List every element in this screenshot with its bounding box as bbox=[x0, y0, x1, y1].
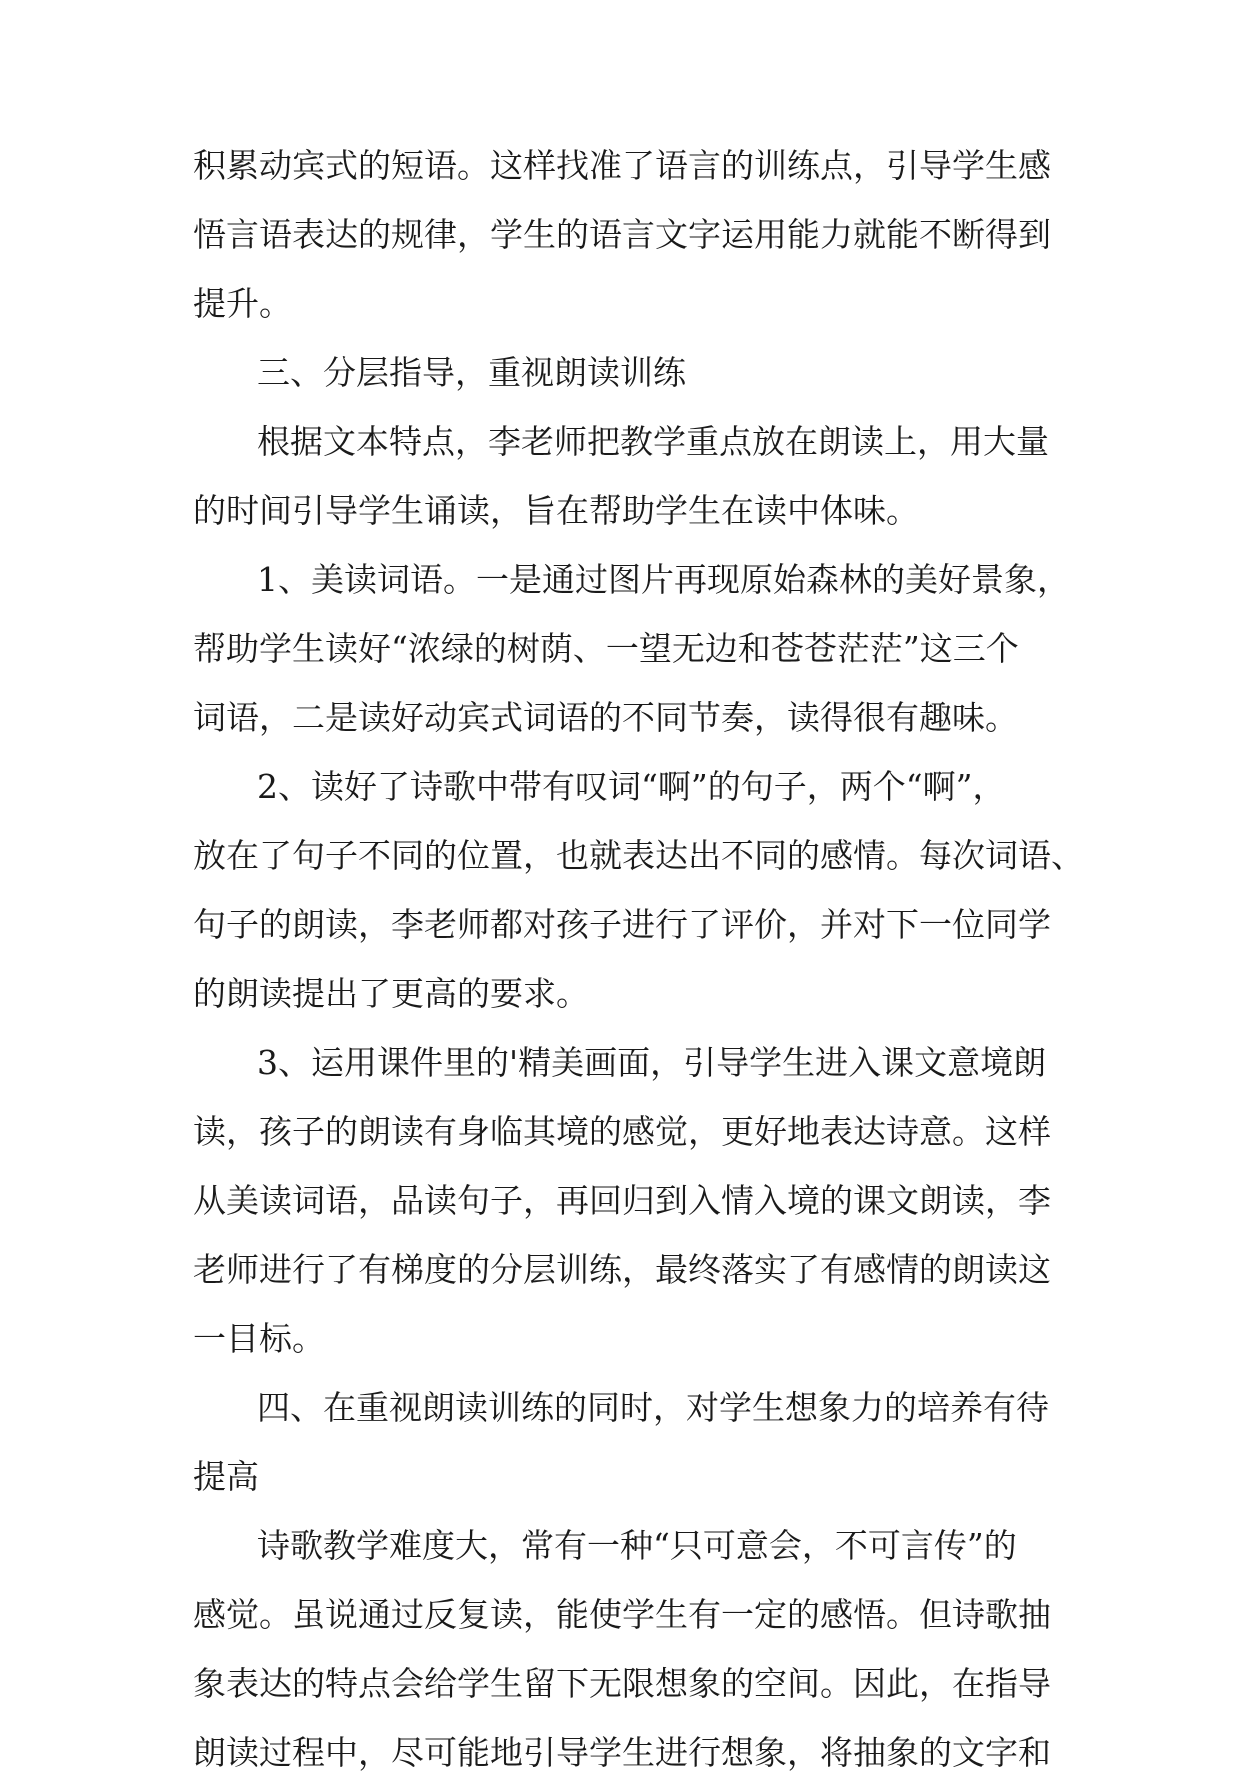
text-line-content: 朗读过程中，尽可能地引导学生进行想象，将抽象的文字和 bbox=[193, 1733, 1051, 1772]
text-line bbox=[0, 1172, 1241, 1230]
text-line-content: 一目标。 bbox=[193, 1319, 325, 1358]
text-line-content: 词语，二是读好动宾式词语的不同节奏，读得很有趣味。 bbox=[193, 698, 1018, 737]
section-heading-text: 四、在重视朗读训练的同时，对学生想象力的培养有待 bbox=[257, 1388, 1049, 1427]
text-line bbox=[0, 620, 1241, 678]
text-line-content: 放在了句子不同的位置，也就表达出不同的感情。每次词语、 bbox=[193, 836, 1084, 875]
paragraph-first-line bbox=[0, 1034, 1241, 1092]
section-heading-text: 三、分层指导，重视朗读训练 bbox=[257, 353, 686, 392]
text-line-content: 积累动宾式的短语。这样找准了语言的训练点，引导学生感 bbox=[193, 146, 1051, 185]
text-line-content: 感觉。虽说通过反复读，能使学生有一定的感悟。但诗歌抽 bbox=[193, 1595, 1051, 1634]
text-line bbox=[0, 206, 1241, 264]
text-line bbox=[0, 1586, 1241, 1644]
section-heading bbox=[0, 1379, 1241, 1437]
text-line-content: 从美读词语，品读句子，再回归到入情入境的课文朗读，李 bbox=[193, 1181, 1051, 1220]
section-heading bbox=[0, 344, 1241, 402]
text-line-content: 1、美读词语。一是通过图片再现原始森林的美好景象， bbox=[257, 560, 1070, 599]
text-line-content: 2、读好了诗歌中带有叹词“啊”的句子，两个“啊”， bbox=[257, 767, 1006, 806]
text-line bbox=[0, 896, 1241, 954]
text-line bbox=[0, 1103, 1241, 1161]
text-line-content: 提升。 bbox=[193, 284, 292, 323]
text-line bbox=[0, 689, 1241, 747]
paragraph-first-line bbox=[0, 551, 1241, 609]
text-line-content: 的朗读提出了更高的要求。 bbox=[193, 974, 589, 1013]
paragraph-first-line bbox=[0, 1517, 1241, 1575]
text-line-content: 句子的朗读，李老师都对孩子进行了评价，并对下一位同学 bbox=[193, 905, 1051, 944]
text-line bbox=[0, 137, 1241, 195]
text-line bbox=[0, 965, 1241, 1023]
text-line-content: 的时间引导学生诵读，旨在帮助学生在读中体味。 bbox=[193, 491, 919, 530]
text-line-content: 悟言语表达的规律，学生的语言文字运用能力就能不断得到 bbox=[193, 215, 1051, 254]
text-line-content: 3、运用课件里的'精美画面，引导学生进入课文意境朗 bbox=[257, 1043, 1047, 1082]
text-line bbox=[0, 1724, 1241, 1782]
text-line-content: 读，孩子的朗读有身临其境的感觉，更好地表达诗意。这样 bbox=[193, 1112, 1051, 1151]
paragraph-first-line bbox=[0, 413, 1241, 471]
text-line-content: 根据文本特点，李老师把教学重点放在朗读上，用大量 bbox=[257, 422, 1049, 461]
section-heading-text: 提高 bbox=[193, 1457, 259, 1496]
text-line bbox=[0, 1655, 1241, 1713]
text-line bbox=[0, 1310, 1241, 1368]
text-line bbox=[0, 275, 1241, 333]
text-line bbox=[0, 482, 1241, 540]
text-line-content: 诗歌教学难度大，常有一种“只可意会，不可言传”的 bbox=[257, 1526, 1017, 1565]
text-line bbox=[0, 1448, 1241, 1506]
text-line bbox=[0, 1241, 1241, 1299]
text-line-content: 帮助学生读好“浓绿的树荫、一望无边和苍苍茫茫”这三个 bbox=[193, 629, 1019, 668]
text-line-content: 象表达的特点会给学生留下无限想象的空间。因此，在指导 bbox=[193, 1664, 1051, 1703]
text-line bbox=[0, 827, 1241, 885]
paragraph-first-line bbox=[0, 758, 1241, 816]
text-line-content: 老师进行了有梯度的分层训练，最终落实了有感情的朗读这 bbox=[193, 1250, 1051, 1289]
